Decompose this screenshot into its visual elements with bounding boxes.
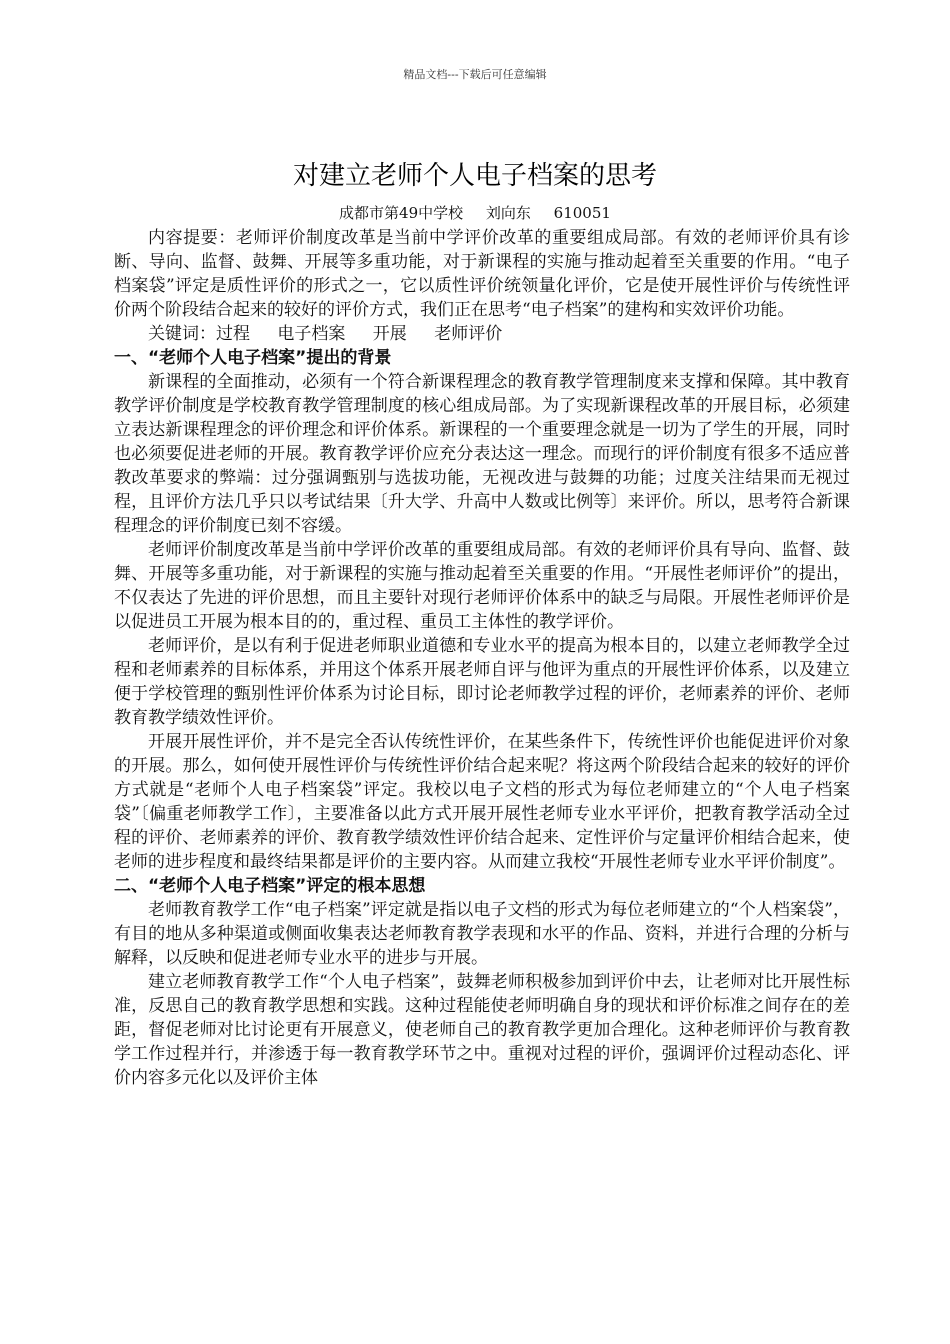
section-1-heading: 一、“老师个人电子档案”提出的背景 (114, 348, 392, 368)
body-paragraph: 老师教育教学工作“电子档案”评定就是指以电子文档的形式为每位老师建立的“个人档案袋”，有目的地从多种渠道或侧面收集表达老师教育教学表现和水平的作品、资料，并进行合理的分析与解释，以反映和促进老师专业水平的进步与开展。 (114, 900, 850, 968)
body-paragraph: 建立老师教育教学工作“个人电子档案”，鼓舞老师积极参加到评价中去，让老师对比开展性标准，反思自己的教育教学思想和实践。这种过程能使老师明确自身的现状和评价标准之间存在的差距，督促老师对比讨论更有开展意义，使老师自己的教育教学更加合理化。这种老师评价与教育教学工作过程并行，并渗透于每一教育教学环节之中。重视对过程的评价，强调评价过程动态化、评价内容多元化以及评价主体 (114, 972, 850, 1088)
document-title: 对建立老师个人电子档案的思考 (292, 161, 657, 191)
keywords-line: 关键词：过程 电子档案 开展 老师评价 (148, 324, 503, 344)
body-paragraph: 开展开展性评价，并不是完全否认传统性评价，在某些条件下，传统性评价也能促进评价对象的开展。那么，如何使开展性评价与传统性评价结合起来呢？将这两个阶段结合起来的较好的评价方式就是“老师个人电子档案袋”评定。我校以电子文档的形式为每位老师建立的“个人电子档案袋”〔偏重老师教学工作〕，主要准备以此方式开展开展性老师专业水平评价，把教育教学活动全过程的评价、老师素养的评价、教育教学绩效性评价结合起来、定性评价与定量评价相结合起来，使老师的进步程度和最终结果都是评价的主要内容。从而建立我校“开展性老师专业水平评价制度”。 (114, 732, 850, 872)
document-body (114, 226, 850, 1090)
section-2-heading: 二、“老师个人电子档案”评定的根本思想 (114, 876, 426, 896)
body-paragraph: 新课程的全面推动，必须有一个符合新课程理念的教育教学管理制度来支撑和保障。其中教育教学评价制度是学校教育教学管理制度的核心组成局部。为了实现新课程改革的开展目标，必须建立表达新课程理念的评价理念和评价体系。新课程的一个重要理念就是一切为了学生的开展，同时也必须要促进老师的开展。教育教学评价应充分表达这一理念。而现行的评价制度有很多不适应普教改革要求的弊端：过分强调甄别与选拔功能，无视改进与鼓舞的功能；过度关注结果而无视过程，且评价方法几乎只以考试结果〔升大学、升高中人数或比例等〕来评价。所以，思考符合新课程理念的评价制度已刻不容缓。 (114, 372, 850, 536)
page-header: 精品文档---下载后可任意编辑 (403, 68, 547, 81)
body-paragraph: 老师评价，是以有利于促进老师职业道德和专业水平的提高为根本目的，以建立老师教学全过程和老师素养的目标体系，并用这个体系开展老师自评与他评为重点的开展性评价体系，以及建立便于学校管理的甄别性评价体系为讨论目标，即讨论老师教学过程的评价，老师素养的评价、老师教育教学绩效性评价。 (114, 636, 850, 728)
author-byline: 成都市第49中学校 刘向东 610051 (339, 204, 611, 222)
abstract-paragraph: 内容提要：老师评价制度改革是当前中学评价改革的重要组成局部。有效的老师评价具有诊断、导向、监督、鼓舞、开展等多重功能，对于新课程的实施与推动起着至关重要的作用。“电子档案袋”评定是质性评价的形式之一，它以质性评价统领量化评价，它是使开展性评价与传统性评价两个阶段结合起来的较好的评价方式，我们正在思考“电子档案”的建构和实效评价功能。 (114, 228, 850, 320)
body-paragraph: 老师评价制度改革是当前中学评价改革的重要组成局部。有效的老师评价具有导向、监督、鼓舞、开展等多重功能，对于新课程的实施与推动起着至关重要的作用。“开展性老师评价”的提出，不仅表达了先进的评价思想，而且主要针对现行老师评价体系中的缺乏与局限。开展性老师评价是以促进员工开展为根本目的的，重过程、重员工主体性的教学评价。 (114, 540, 850, 632)
